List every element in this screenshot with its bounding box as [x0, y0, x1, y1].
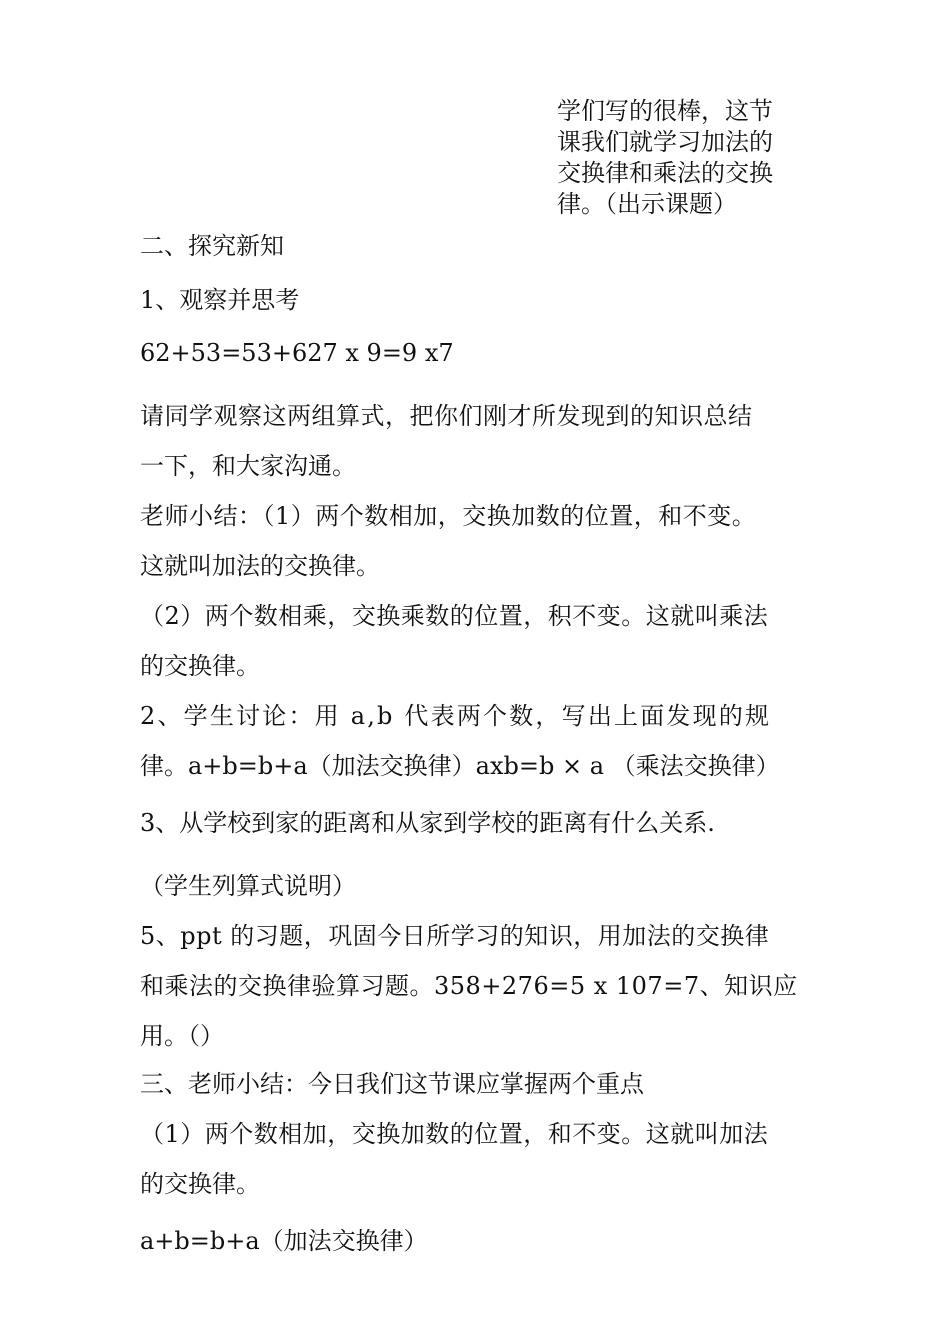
summary-line: （1）两个数相加，交换加数的位置，和不变。这就叫加法	[140, 1120, 769, 1148]
teacher-summary-line: 老师小结：（1）两个数相加，交换加数的位置，和不变。	[140, 502, 757, 530]
side-note-line: 课我们就学习加法的	[557, 128, 773, 156]
discussion-line: 2、学生讨论：用 a,b 代表两个数，写出上面发现的规	[140, 702, 772, 730]
summary-line: 的交换律。	[140, 1170, 260, 1198]
side-note-line: 学们写的很棒，这节	[557, 97, 773, 125]
student-note: （学生列算式说明）	[140, 872, 356, 900]
exercise-line: 用。（）	[140, 1022, 224, 1050]
paragraph-line: 一下，和大家沟通。	[140, 452, 356, 480]
teacher-summary-line: 这就叫加法的交换律。	[140, 552, 380, 580]
side-note-line: 交换律和乘法的交换	[557, 159, 773, 187]
exercise-line: 5、ppt 的习题，巩固今日所学习的知识，用加法的交换律	[140, 922, 770, 950]
side-note-line: 律。（出示课题）	[557, 190, 737, 218]
distance-question: 3、从学校到家的距离和从家到学校的距离有什么关系.	[140, 809, 715, 837]
section-heading-explore: 二、探究新知	[140, 232, 284, 260]
multiplication-rule-line: （2）两个数相乘，交换乘数的位置，积不变。这就叫乘法	[140, 602, 769, 630]
example-equations: 62+53=53+627 x 9=9 x7	[140, 339, 454, 367]
section-heading-summary: 三、老师小结：今日我们这节课应掌握两个重点	[140, 1070, 644, 1098]
exercise-line: 和乘法的交换律验算习题。358+276=5 x 107=7、知识应	[140, 972, 798, 1000]
addition-formula: a+b=b+a（加法交换律）	[140, 1227, 428, 1255]
paragraph-line: 请同学观察这两组算式，把你们刚才所发现到的知识总结	[140, 402, 753, 430]
multiplication-rule-line: 的交换律。	[140, 652, 260, 680]
side-note-column	[557, 96, 807, 220]
formula-line: 律。a+b=b+a（加法交换律）axb=b ⨯ a （乘法交换律）	[140, 752, 780, 780]
step-observe-heading: 1、观察并思考	[140, 286, 300, 314]
